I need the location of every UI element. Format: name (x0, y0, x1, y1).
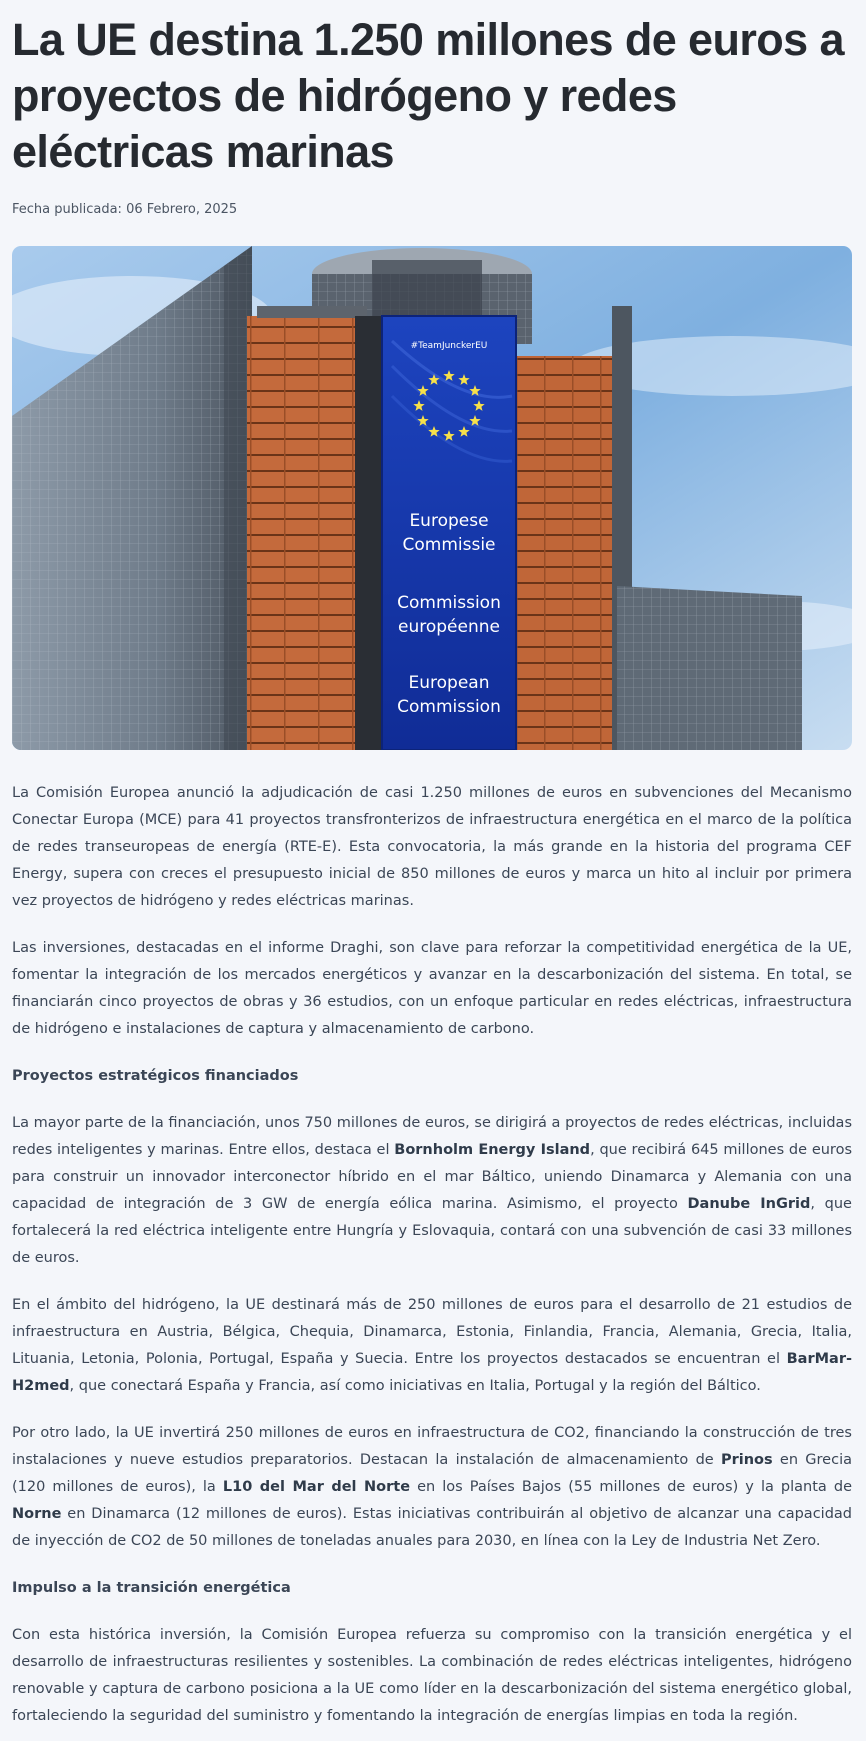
article-body (12, 780, 852, 1730)
article-title: La UE destina 1.250 millones de euros a proyectos de hidrógeno y redes eléctricas marinas (12, 14, 844, 177)
banner-line-3: Commission (397, 593, 501, 613)
text-run: Por otro lado, la UE invertirá 250 millones de euros en infraestructura de CO2, financiando la construcción de tres instalaciones y nueve estudios preparatorios. Destacan la instalación de almacenamiento de (12, 1425, 852, 1468)
paragraph-conclusion: Con esta histórica inversión, la Comisión Europea refuerza su compromiso con la transición energética y el desarrollo de infraestructuras resilientes y sostenibles. La combinación de redes eléctricas inteligentes, hidrógeno renovable y captura de carbono posiciona a la UE como líder en la descarbonización del sistema energético global, fortaleciendo la seguridad del suministro y fomentando la integración de energías limpias en toda la región. (12, 1627, 852, 1724)
paragraph-co2 (12, 1420, 852, 1555)
text-run: en Grecia (120 millones de euros), la (12, 1452, 852, 1495)
banner-line-5: European (408, 673, 490, 693)
highlight-danube: Danube InGrid (687, 1196, 811, 1212)
text-run: en Dinamarca (12 millones de euros). Estas iniciativas contribuirán al objetivo de alcanzar una capacidad de inyección de CO2 de 50 millones de toneladas anuales para 2030, en línea con la Ley de Industria Net Zero. (12, 1506, 852, 1549)
text-run: , que conectará España y Francia, así como iniciativas en Italia, Portugal y la región del Báltico. (69, 1378, 761, 1394)
text-run: , que recibirá 645 millones de euros para construir un innovador interconector híbrido en el mar Báltico, uniendo Dinamarca y Alemania con una capacidad de integración de 3 GW de energía eólica marina. Asimismo, el proyecto (12, 1142, 853, 1212)
publish-date-label: Fecha publicada: (12, 202, 122, 217)
text-run: En el ámbito del hidrógeno, la UE destinará más de 250 millones de euros para el desarrollo de 21 estudios de infraestructura en Austria, Bélgica, Chequia, Dinamarca, Estonia, Finlandia, Francia, Alemania, Grecia, Italia, Lituania, Letonia, Polonia, Portugal, España y Suecia. Entre los proyectos destacados se encuentran el (12, 1297, 852, 1367)
text-run: La mayor parte de la financiación, unos 750 millones de euros, se dirigirá a proyectos de redes eléctricas, incluidas redes inteligentes y marinas. Entre ellos, destaca el (12, 1115, 852, 1158)
section-heading-projects: Proyectos estratégicos financiados (12, 1068, 299, 1084)
paragraph-intro: La Comisión Europea anunció la adjudicación de casi 1.250 millones de euros en subvenciones del Mecanismo Conectar Europa (MCE) para 41 proyectos transfronterizos de infraestructura energética en el marco de la política de redes transeuropeas de energía (RTE-E). Esta convocatoria, la más grande en la historia del programa CEF Energy, supera con creces el presupuesto inicial de 850 millones de euros y marca un hito al incluir por primera vez proyectos de hidrógeno y redes eléctricas marinas. (12, 785, 852, 909)
highlight-prinos: Prinos (720, 1452, 773, 1468)
highlight-norne: Norne (12, 1506, 62, 1522)
hero-image (12, 246, 852, 750)
publish-date-value: 06 Febrero, 2025 (126, 202, 238, 217)
paragraph-hydrogen (12, 1292, 852, 1400)
text-run: en los Países Bajos (55 millones de euros) y la planta de (410, 1479, 852, 1495)
banner-line-4: européenne (398, 617, 500, 637)
banner-line-6: Commission (397, 697, 501, 717)
banner-hashtag: #TeamJunckerEU (410, 341, 488, 351)
highlight-bornholm: Bornholm Energy Island (394, 1142, 591, 1158)
highlight-l10: L10 del Mar del Norte (222, 1479, 411, 1495)
paragraph-investments: Las inversiones, destacadas en el informe Draghi, son clave para reforzar la competitividad energética de la UE, fomentar la integración de los mercados energéticos y avanzar en la descarbonización del sistema. En total, se financiarán cinco proyectos de obras y 36 estudios, con un enfoque particular en redes eléctricas, infraestructura de hidrógeno e instalaciones de captura y almacenamiento de carbono. (12, 940, 852, 1037)
publish-date (12, 202, 854, 220)
text-run: , que fortalecerá la red eléctrica inteligente entre Hungría y Eslovaquia, contará con una subvención de casi 33 millones de euros. (12, 1196, 852, 1266)
banner-line-2: Commissie (402, 535, 496, 555)
banner-line-1: Europese (409, 511, 489, 531)
paragraph-grids (12, 1110, 852, 1272)
highlight-barmar: BarMar-H2med (12, 1351, 852, 1394)
section-heading-transition: Impulso a la transición energética (12, 1580, 291, 1596)
